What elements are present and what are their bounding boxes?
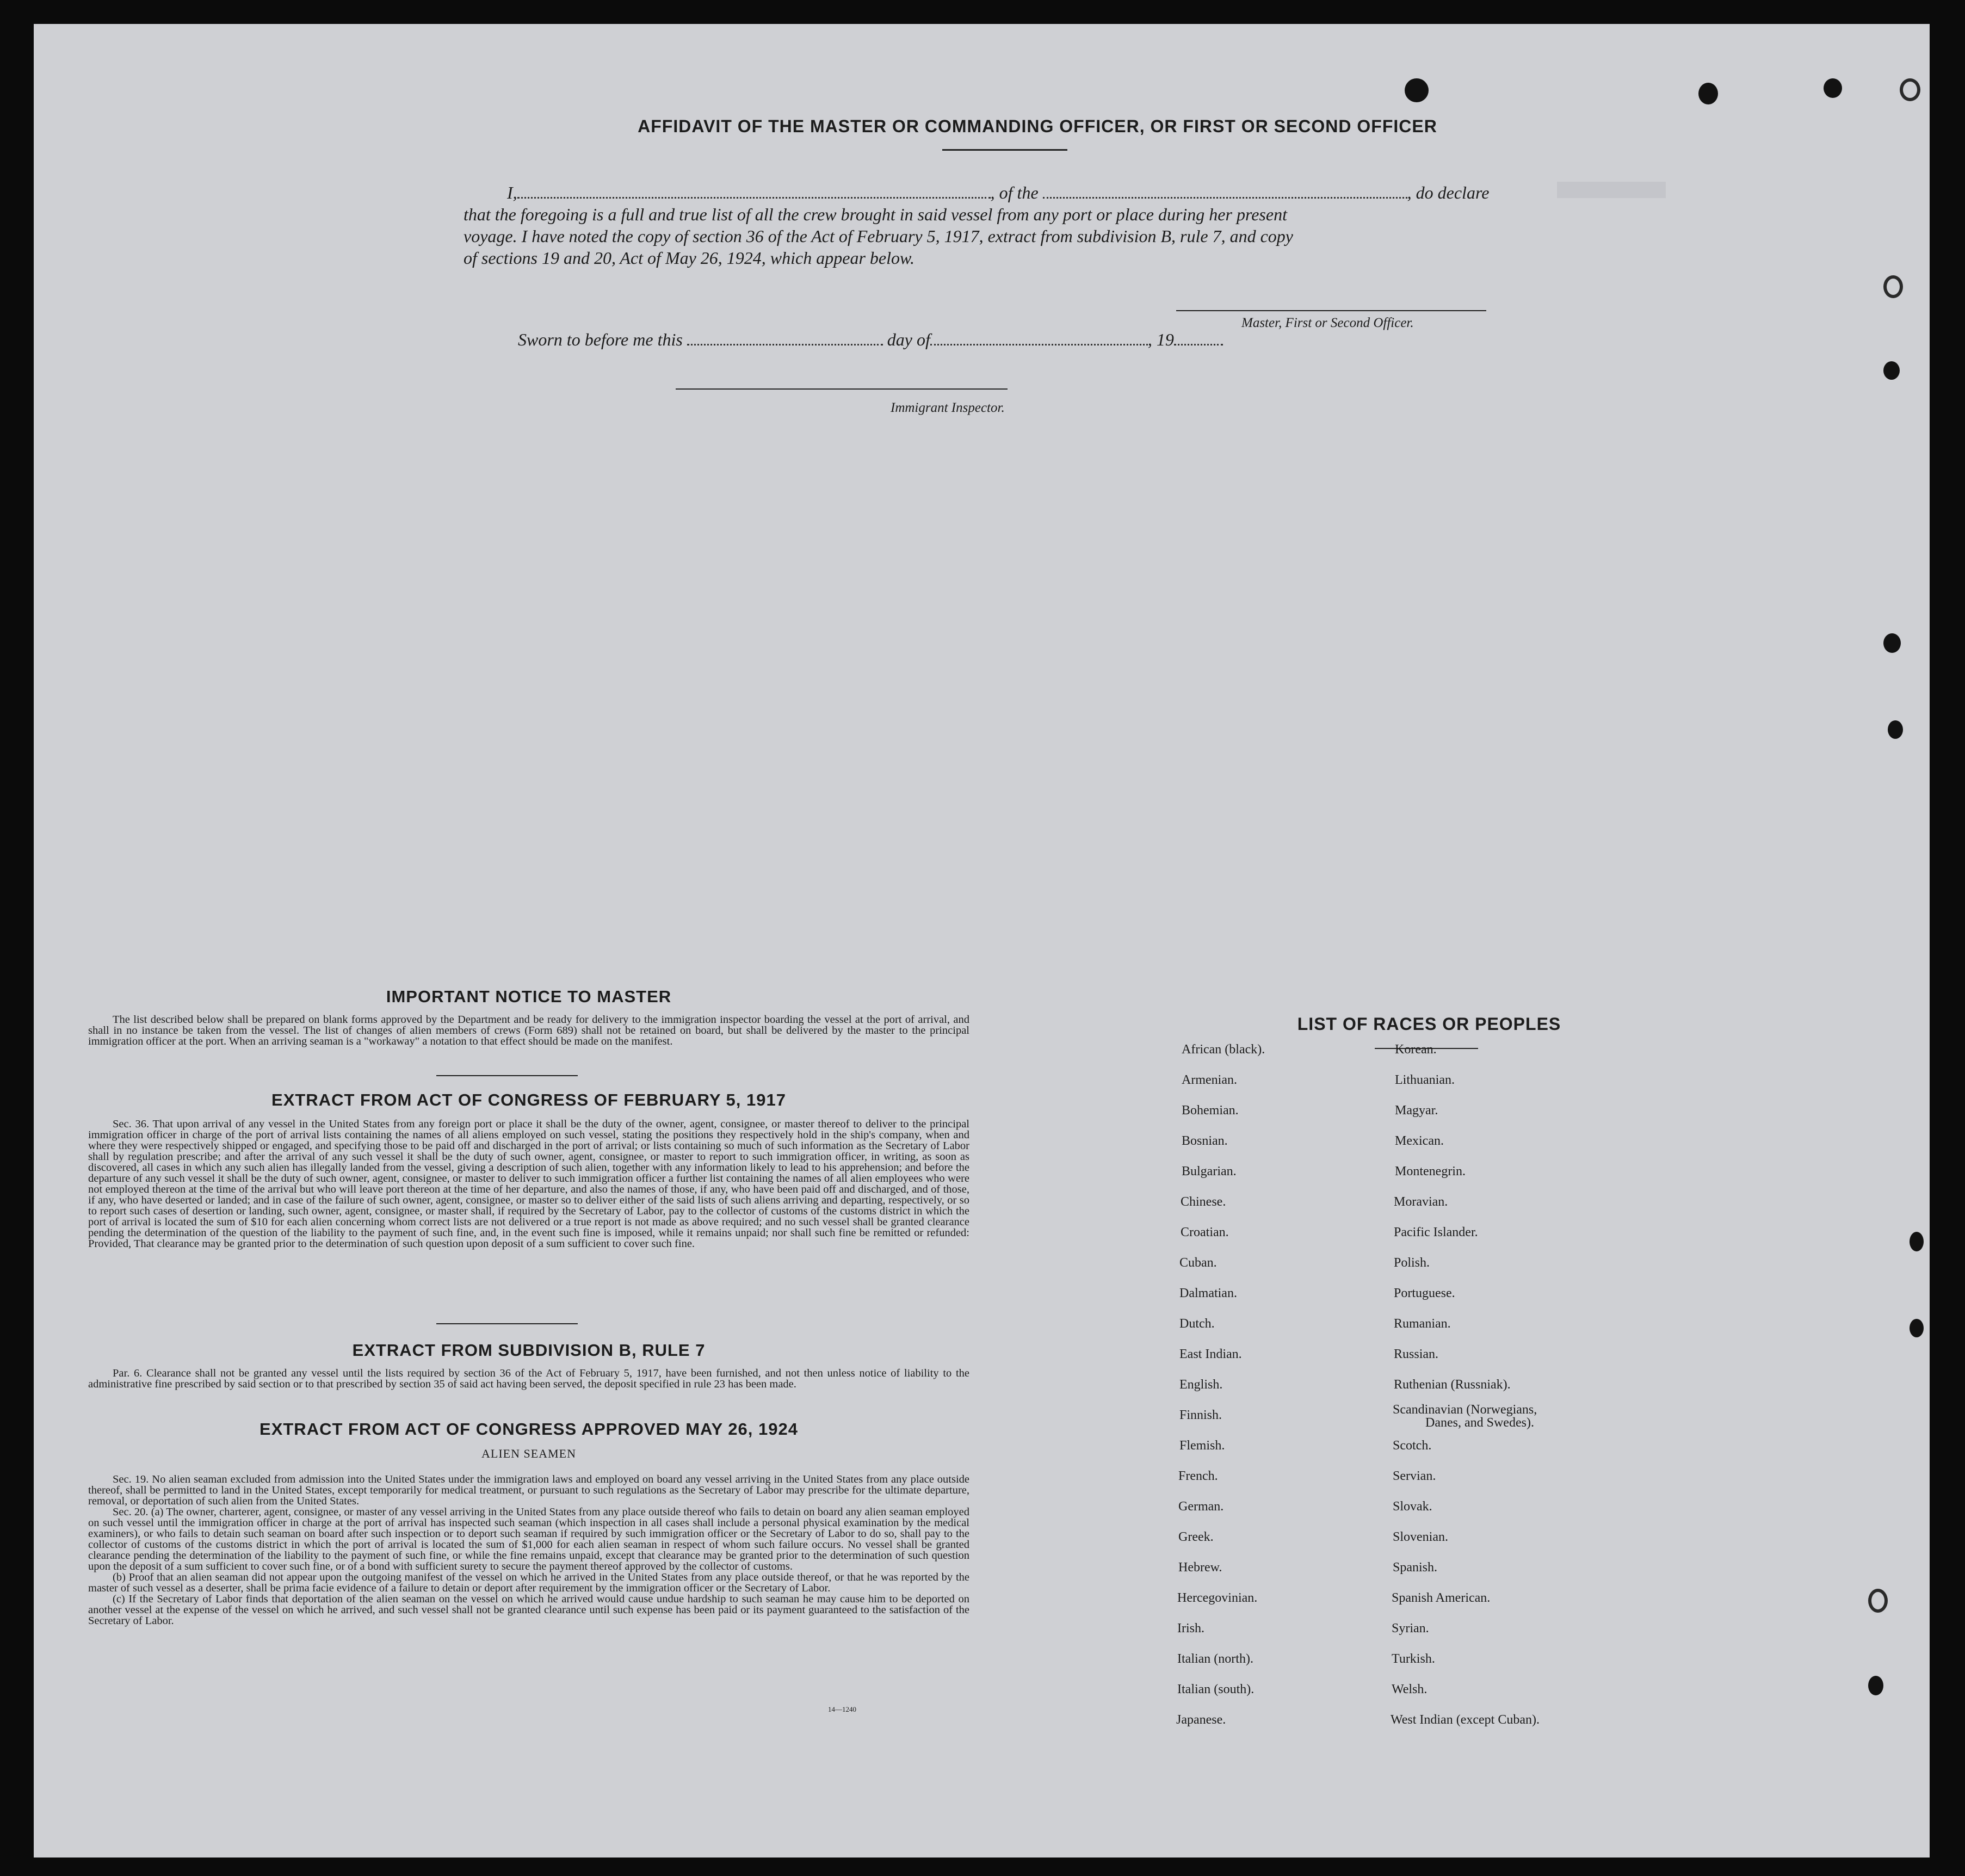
race-item: Mexican. xyxy=(1395,1134,1444,1148)
race-item: Rumanian. xyxy=(1394,1317,1451,1331)
notice-title: IMPORTANT NOTICE TO MASTER xyxy=(386,987,672,1006)
notice-text xyxy=(88,1014,969,1047)
race-item: Turkish. xyxy=(1392,1652,1435,1666)
race-item: East Indian. xyxy=(1179,1347,1242,1361)
race-item: Greek. xyxy=(1178,1530,1214,1544)
punch-hole xyxy=(1883,633,1901,653)
affidavit-line-3: voyage. I have noted the copy of section 36 of the Act of February 5, 1917, extract from subdivision B, rule 7, and copy xyxy=(464,226,1293,246)
extract-1917-text xyxy=(88,1119,969,1249)
punch-hole xyxy=(1888,720,1903,739)
race-item: Polish. xyxy=(1394,1256,1430,1270)
race-item: Slovenian. xyxy=(1393,1530,1448,1544)
title-divider xyxy=(942,149,1067,151)
race-item: Irish. xyxy=(1177,1621,1204,1636)
alien-seamen-subtitle: ALIEN SEAMEN xyxy=(481,1447,576,1460)
race-item: Finnish. xyxy=(1179,1408,1222,1422)
race-item: Danes, and Swedes). xyxy=(1425,1416,1534,1430)
race-item: Bulgarian. xyxy=(1182,1164,1237,1178)
extract-1917-title: EXTRACT FROM ACT OF CONGRESS OF FEBRUARY 5, 1917 xyxy=(271,1090,786,1109)
inspector-caption: Immigrant Inspector. xyxy=(891,400,1005,415)
divider xyxy=(436,1075,578,1076)
race-item: Dalmatian. xyxy=(1179,1286,1237,1300)
punch-hole xyxy=(1824,78,1842,98)
sworn-day-of: day of xyxy=(887,330,930,349)
race-item: Armenian. xyxy=(1182,1073,1237,1087)
punch-hole xyxy=(1698,83,1718,104)
race-item: Hercegovinian. xyxy=(1177,1591,1258,1605)
affidavit-line-2: that the foregoing is a full and true list of all the crew brought in said vessel from any port or place during her present xyxy=(464,205,1287,224)
inspector-signature-line[interactable] xyxy=(676,388,1008,390)
punch-hole xyxy=(1883,275,1903,298)
sworn-line xyxy=(518,329,1223,350)
form-number: 14—1240 xyxy=(828,1705,856,1713)
race-item: Ruthenian (Russniak). xyxy=(1394,1378,1511,1392)
punch-hole xyxy=(1883,361,1900,380)
sec-20b-paragraph: (b) Proof that an alien seaman did not appear upon the outgoing manifest of the vessel on which he arrived in the United States from any place outside thereof, or that he was reported by the master of such vessel as a deserter, shall be prima facie evidence of a failure to detain or deport after requirement by the immigration officer or the Secretary of Labor. xyxy=(88,1571,969,1594)
document-page xyxy=(34,24,1930,1858)
extract-1924-text xyxy=(88,1474,969,1626)
race-item: German. xyxy=(1178,1499,1224,1514)
affidavit-of-the: , of the xyxy=(990,183,1039,202)
race-item: Flemish. xyxy=(1179,1439,1225,1453)
punch-hole xyxy=(1868,1676,1883,1695)
sworn-month-blank[interactable] xyxy=(930,330,1148,345)
race-item: Slovak. xyxy=(1393,1499,1432,1514)
sworn-prefix: Sworn to before me this xyxy=(518,330,683,349)
affidavit-line-1 xyxy=(507,182,1489,203)
subdivision-b-text xyxy=(88,1368,969,1390)
subdivision-b-title: EXTRACT FROM SUBDIVISION B, RULE 7 xyxy=(352,1341,706,1360)
divider xyxy=(436,1323,578,1324)
punch-hole xyxy=(1910,1319,1924,1337)
race-item: Italian (north). xyxy=(1177,1652,1253,1666)
affidavit-title: AFFIDAVIT OF THE MASTER OR COMMANDING OFFICER, OR FIRST OR SECOND OFFICER xyxy=(638,116,1437,136)
race-item: Moravian. xyxy=(1394,1195,1448,1209)
race-item: Servian. xyxy=(1393,1469,1436,1483)
race-item: Cuban. xyxy=(1179,1256,1217,1270)
punch-hole xyxy=(1405,78,1429,102)
race-item: Pacific Islander. xyxy=(1394,1225,1478,1239)
race-item: Bohemian. xyxy=(1182,1103,1239,1118)
affidavit-line-4: of sections 19 and 20, Act of May 26, 1924, which appear below. xyxy=(464,248,914,268)
vessel-name-blank[interactable] xyxy=(1043,183,1407,199)
race-item: Scandinavian (Norwegians, xyxy=(1393,1403,1537,1417)
race-item: Syrian. xyxy=(1392,1621,1429,1636)
race-item: Italian (south). xyxy=(1177,1682,1255,1696)
race-item: African (black). xyxy=(1182,1042,1265,1057)
race-item: Bosnian. xyxy=(1182,1134,1228,1148)
sworn-year-blank[interactable] xyxy=(1174,330,1223,345)
sec-19-paragraph: Sec. 19. No alien seaman excluded from admission into the United States under the immigration laws and employed on board any vessel arriving in the United States from any place outside thereof, shall be permitted to land in the United States, except temporarily for medical treatment, or pursuant to such regulations as the Secretary of Labor may prescribe for the ultimate departure, removal, or deportation of such alien from the United States. xyxy=(88,1473,969,1507)
race-item: Korean. xyxy=(1395,1042,1437,1057)
race-item: Welsh. xyxy=(1392,1682,1428,1696)
race-item: Lithuanian. xyxy=(1395,1073,1455,1087)
sec-20c-paragraph: (c) If the Secretary of Labor finds that deportation of the alien seaman on the vessel on which he arrived would cause undue hardship to such seaman he may cause him to be deported on another vessel at the expense of the vessel on which he arrived, and such vessel shall not be granted clearance until such expense has been paid or its payment guaranteed to the satisfaction of the Secretary of Labor. xyxy=(88,1593,969,1627)
race-item: Montenegrin. xyxy=(1395,1164,1466,1178)
race-item: Chinese. xyxy=(1181,1195,1226,1209)
sec-36-paragraph: Sec. 36. That upon arrival of any vessel in the United States from any foreign port or place it shall be the duty of the owner, agent, consignee, or master thereof to deliver to the principal immigration officer in charge of the port of arrival lists containing the names of all aliens employed on such vessel, stating the positions they respectively hold in the ship's company, when and where they were respectively shipped or engaged, and specifying those to be paid off and discharged in the port of arrival; or lists containing so much of such information as the Secretary of Labor shall by regulation prescribe; and after the arrival of any such vessel it shall be the duty of such owner, agent, consignee, or master to report to such immigration officer, in writing, as soon as discovered, all cases in which any such alien has illegally landed from the vessel, giving a description of such alien, together with any information likely to lead to his apprehension; and before the departure of any such vessel it shall be the duty of such owner, agent, consignee, or master to deliver to such immigration officer a further list containing the names of all alien employees who were not employed thereon at the time of the arrival but who will leave port thereon at the time of her departure, and also the names of those, if any, who have been paid off and discharged, and of those, if any, who have deserted or landed; and in case of the failure of such owner, agent, consignee, or master so to deliver either of the said lists of such aliens arriving and departing, respectively, or so to report such cases of desertion or landing, such owner, agent, consignee, or master shall, if required by the Secretary of Labor, pay to the collector of customs of the customs district in which the port of arrival is located the sum of $10 for each alien concerning whom correct lists are not delivered or a true report is not made as above required; and no such vessel shall be granted clearance pending the determination of the question of the liability to the payment of such fine, and, in the event such fine is imposed, while it remains unpaid; nor shall such fine be remitted or refunded: Provided, That clearance may be granted prior to the determination of such question upon deposit of a sum sufficient to cover such fine. xyxy=(88,1118,969,1250)
race-item: West Indian (except Cuban). xyxy=(1391,1713,1540,1727)
sworn-day-blank[interactable] xyxy=(687,330,883,345)
sworn-year: , 19 xyxy=(1147,330,1174,349)
punch-hole xyxy=(1868,1589,1888,1613)
master-signature-line[interactable] xyxy=(1176,310,1486,311)
race-item: Spanish. xyxy=(1393,1560,1438,1575)
race-item: Dutch. xyxy=(1179,1317,1215,1331)
races-title: LIST OF RACES OR PEOPLES xyxy=(1297,1014,1561,1034)
race-item: English. xyxy=(1179,1378,1223,1392)
punch-hole xyxy=(1910,1232,1924,1251)
race-item: Russian. xyxy=(1394,1347,1439,1361)
affidavit-declare: , do declare xyxy=(1407,183,1490,202)
race-item: Hebrew. xyxy=(1178,1560,1222,1575)
race-item: Japanese. xyxy=(1176,1713,1226,1727)
race-item: Scotch. xyxy=(1393,1439,1432,1453)
race-item: Portuguese. xyxy=(1394,1286,1455,1300)
race-item: Croatian. xyxy=(1181,1225,1229,1239)
master-caption: Master, First or Second Officer. xyxy=(1241,316,1414,330)
race-item: Magyar. xyxy=(1395,1103,1438,1118)
notice-paragraph: The list described below shall be prepared on blank forms approved by the Department and be ready for delivery to the immigration inspector boarding the vessel at the port of arrival, and shall in no instance be taken from the vessel. The list of changes of alien members of crews (Form 689) shall not be retained on board, but shall be delivered by the master to the principal immigration officer at the port. When an arriving seaman is a "workaway" a notation to that effect should be made on the manifest. xyxy=(88,1014,969,1047)
race-item: French. xyxy=(1178,1469,1218,1483)
punch-hole xyxy=(1900,78,1920,101)
extract-1924-title: EXTRACT FROM ACT OF CONGRESS APPROVED MAY 26, 1924 xyxy=(259,1420,798,1439)
affidavit-i: I, xyxy=(507,183,517,202)
race-item: Spanish American. xyxy=(1392,1591,1491,1605)
sec-20a-paragraph: Sec. 20. (a) The owner, charterer, agent, consignee, or master of any vessel arriving in the United States from any place outside thereof who fails to detain on board any alien seaman employed on such vessel until the immigration officer in charge at the port of arrival has inspected such seaman (which inspection in all cases shall include a personal physical examination by the medical examiners), or who fails to detain such seaman on board after such inspection or to deport such seaman if required by such immigration officer or the Secretary of Labor to do so, shall pay to the collector of customs of the customs district in which the port of arrival is located the sum of $1,000 for each alien seaman in respect of whom such failure occurs. No vessel shall be granted clearance pending the determination of the liability to the payment of such fine, or while the fine remains unpaid, except that clearance may be granted prior to the determination of such question upon the deposit of a sum sufficient to cover such fine, or of a bond with sufficient surety to secure the payment thereof approved by the collector of customs. xyxy=(88,1506,969,1572)
officer-name-blank[interactable] xyxy=(517,183,991,199)
par-6-paragraph: Par. 6. Clearance shall not be granted any vessel until the lists required by section 36 of the Act of February 5, 1917, have been furnished, and not then unless notice of liability to the administrative fine prescribed by said section or to that prescribed by section 35 of said act having been served, the deposit specified in rule 23 has been made. xyxy=(88,1367,969,1390)
